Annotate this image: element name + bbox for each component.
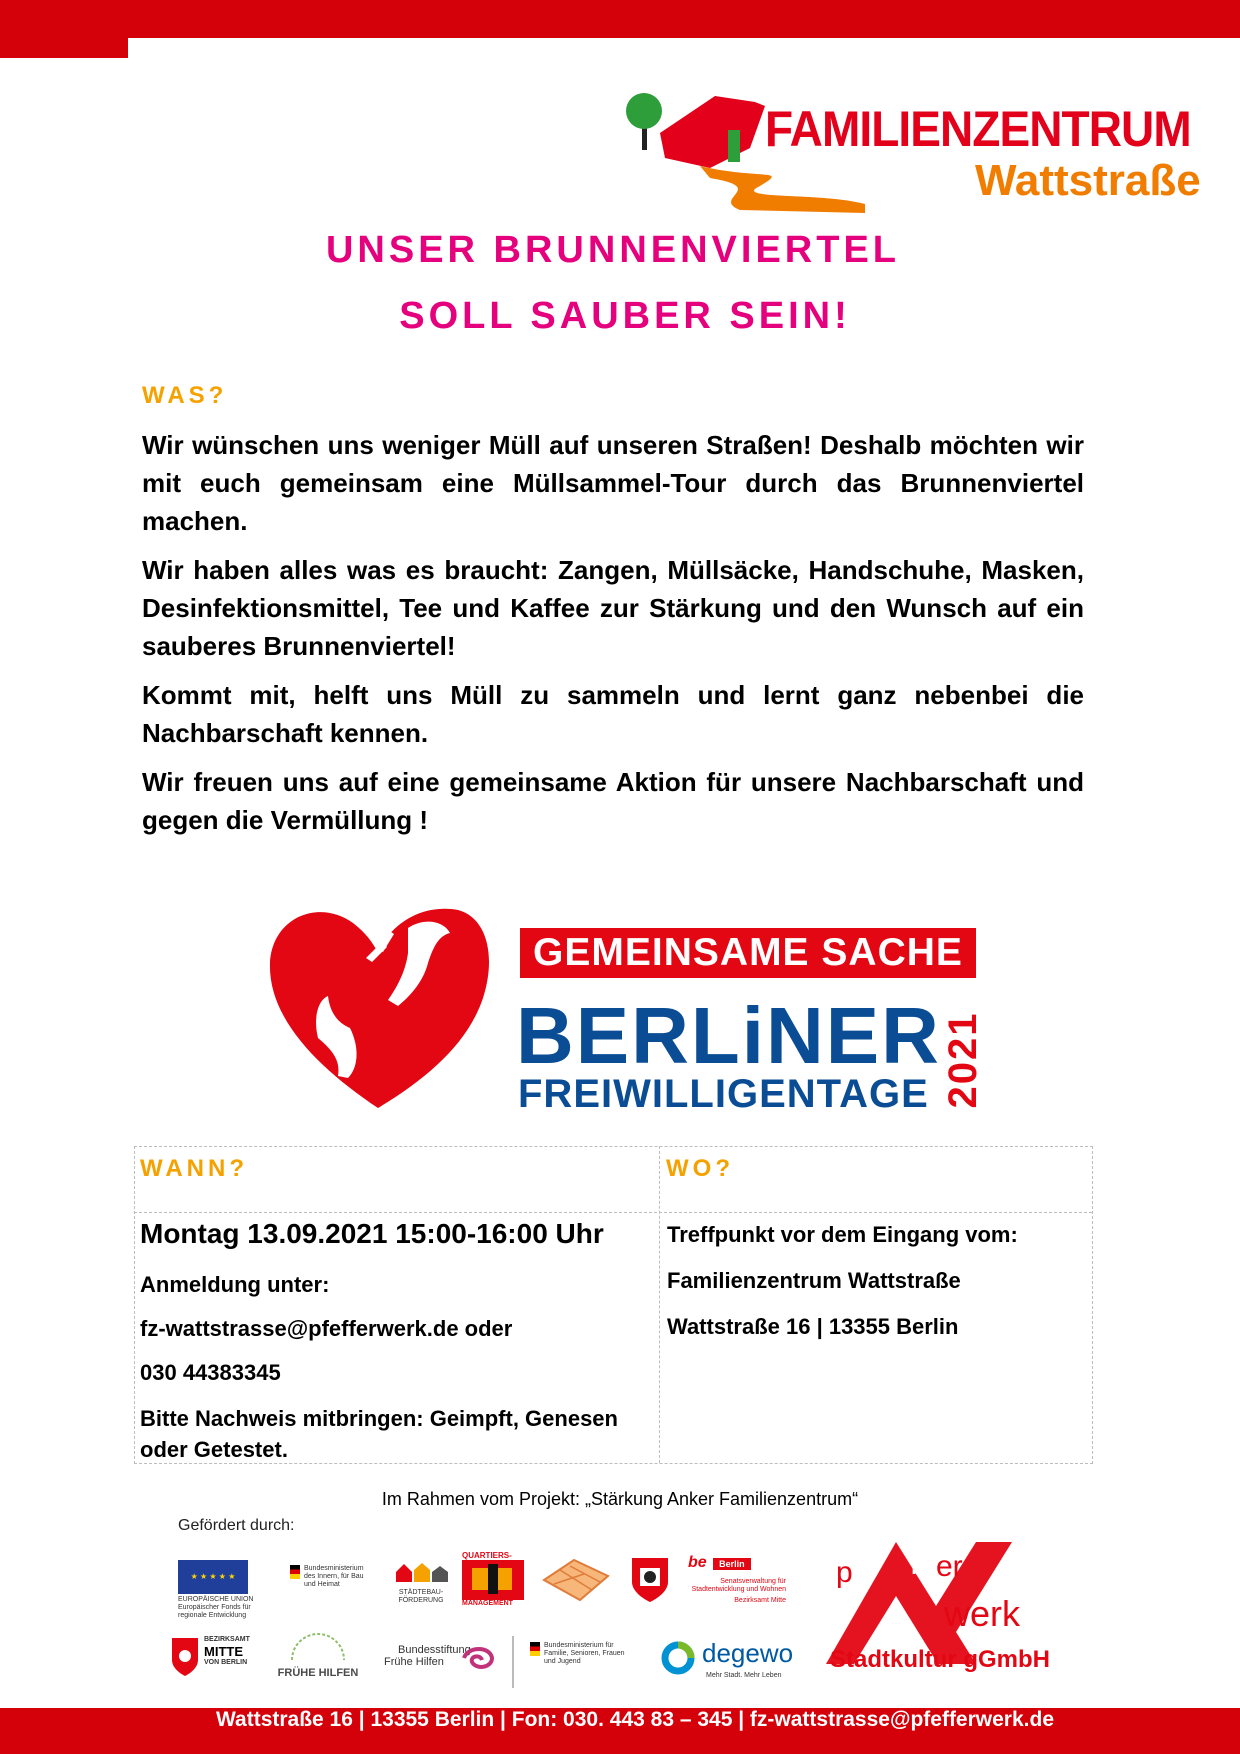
arc-icon: [288, 1632, 348, 1662]
eu-logo: [178, 1560, 266, 1619]
bmfsfj-text: Bundesministerium für Familie, Senioren, Frauen und Jugend: [544, 1642, 625, 1665]
pfefferwerk-subtitle: Stadtkultur gGmbH: [830, 1646, 1050, 1673]
registration-phone: 030 44383345: [140, 1360, 281, 1385]
pfeffer-text-3: ff: [910, 1548, 927, 1581]
eu-flag-icon: ★ ★ ★ ★ ★: [178, 1560, 248, 1594]
quartiersmanagement-logo: [462, 1552, 528, 1612]
district-map-icon: [540, 1556, 612, 1604]
federal-eagle-icon-2: [530, 1642, 540, 1656]
meeting-point: Treffpunkt vor dem Eingang vom:: [667, 1222, 1018, 1247]
table-divider-vertical: [659, 1146, 660, 1463]
logo-subtitle: Wattstraße: [975, 156, 1201, 205]
bmi-text: Bundesministerium des Innern, für Bau und Heimat: [304, 1565, 364, 1588]
eu-fund: Europäischer Fonds für regionale Entwicklung: [178, 1604, 251, 1619]
senat-text: Senatsverwaltung für Stadtentwicklung und Wohnen: [691, 1578, 786, 1593]
path-swoosh: [700, 166, 865, 213]
meeting-place-name: Familienzentrum Wattstraße: [667, 1268, 961, 1293]
house-shape: [660, 96, 765, 168]
qm-bottom: MANAGEMENT: [462, 1600, 513, 1607]
berlin-tag: Berlin: [713, 1558, 751, 1570]
wann-label: WANN?: [140, 1155, 248, 1182]
bmfsfj-text-block: [530, 1642, 630, 1666]
campaign-banner: GEMEINSAME SACHE: [520, 928, 976, 978]
degewo-logo: [660, 1636, 800, 1686]
top-bar: [0, 0, 1240, 38]
degewo-ring-icon: [660, 1640, 696, 1676]
federal-eagle-icon: [290, 1565, 300, 1579]
pfeffer-text: p: [836, 1556, 853, 1589]
headline-line-2: SOLL SAUBER SEIN!: [399, 295, 851, 337]
be-text: be: [688, 1554, 707, 1571]
degewo-name: degewo: [702, 1638, 794, 1668]
qm-top: QUARTIERS-: [462, 1551, 512, 1560]
proof-note: Bitte Nachweis mitbringen: Geimpft, Genesen oder Getestet.: [140, 1406, 618, 1462]
headline-line-1: UNSER BRUNNENVIERTEL: [325, 229, 901, 271]
bmi-logo: [290, 1565, 370, 1589]
bmfsfj-logo: [512, 1636, 514, 1688]
werk-text: werk: [944, 1593, 1021, 1634]
event-date: Montag 13.09.2021 15:00-16:00 Uhr: [140, 1218, 604, 1249]
meeting-address: Wattstraße 16 | 13355 Berlin: [667, 1314, 959, 1339]
tree-trunk: [642, 126, 647, 150]
bundesstiftung-logo: [384, 1644, 496, 1680]
campaign-year: 2021: [941, 1011, 985, 1109]
be-berlin-logo: [688, 1554, 786, 1616]
tree-crown: [626, 93, 662, 129]
fruehe-hilfen-text: FRÜHE HILFEN: [277, 1667, 359, 1679]
project-line: Im Rahmen vom Projekt: „Stärkung Anker Familienzentrum“: [381, 1489, 859, 1509]
heart-hands-icon: [258, 888, 498, 1118]
registration-label: Anmeldung unter:: [140, 1272, 330, 1297]
top-bar-tab: [0, 38, 128, 58]
mitte-line-1: BEZIRKSAMT: [204, 1636, 250, 1643]
fruehe-hilfen-logo: [272, 1632, 364, 1684]
staedtebau-text: STÄDTEBAU-FÖRDERUNG: [398, 1589, 444, 1604]
bundesstiftung-line-1: Bundesstiftung: [398, 1644, 471, 1656]
paragraph-1: Wir wünschen uns weniger Müll auf unseren Straßen! Deshalb möchten wir mit euch gemeinsam eine Müllsammel-Tour durch das Brunnenviertel machen.: [142, 430, 1084, 536]
campaign-berliner: BERLiNER: [516, 991, 941, 1080]
bezirksamt-mitte-logo: [170, 1636, 250, 1682]
registration-email: fz-wattstrasse@pfefferwerk.de oder: [140, 1316, 513, 1341]
paragraph-4: Wir freuen uns auf eine gemeinsame Aktion für unsere Nachbarschaft und gegen die Vermüllung !: [142, 767, 1084, 835]
footer-contact: Wattstraße 16 | 13355 Berlin | Fon: 030. 443 83 – 345 | fz-wattstrasse@pfefferwerk.de: [215, 1708, 1054, 1731]
bear-crest-icon: [628, 1554, 672, 1604]
staedtebau-logo: [390, 1560, 452, 1606]
campaign-freiwilligentage: FREIWILLIGENTAGE: [518, 1072, 929, 1116]
swirl-icon: [462, 1644, 494, 1670]
degewo-tagline: Mehr Stadt. Mehr Leben: [706, 1672, 782, 1679]
mitte-shield-icon: [170, 1636, 200, 1678]
mitte-line-3: VON BERLIN: [204, 1659, 248, 1666]
funded-label: Gefördert durch:: [178, 1517, 295, 1534]
paragraph-2: Wir haben alles was es braucht: Zangen, Müllsäcke, Handschuhe, Masken, Desinfektionsmittel, Tee und Kaffee zur Stärkung und den Wunsch auf ein sauberes Brunnenviertel!: [142, 555, 1084, 661]
was-label: WAS?: [142, 382, 228, 409]
qm-map-icon: [462, 1560, 524, 1600]
bezirksamt-small: Bezirksamt Mitte: [734, 1597, 786, 1604]
mitte-line-2: MITTE: [204, 1644, 243, 1659]
paragraph-3: Kommt mit, helft uns Müll zu sammeln und lernt ganz nebenbei die Nachbarschaft kennen.: [142, 680, 1084, 748]
pfeffer-text-2: fe: [854, 1552, 880, 1585]
wo-label: WO?: [666, 1155, 734, 1182]
door: [728, 130, 740, 162]
houses-icon: [390, 1560, 452, 1584]
pfeffer-text-4: er: [936, 1550, 963, 1583]
logo-title: FAMILIENZENTRUM: [765, 101, 1191, 157]
mitte-crest-logo: [628, 1554, 672, 1604]
eu-name: EUROPÄISCHE UNION: [178, 1596, 254, 1603]
bundesstiftung-line-2: Frühe Hilfen: [384, 1656, 444, 1668]
map-logo: [540, 1556, 612, 1604]
table-divider-horizontal: [134, 1212, 1092, 1213]
